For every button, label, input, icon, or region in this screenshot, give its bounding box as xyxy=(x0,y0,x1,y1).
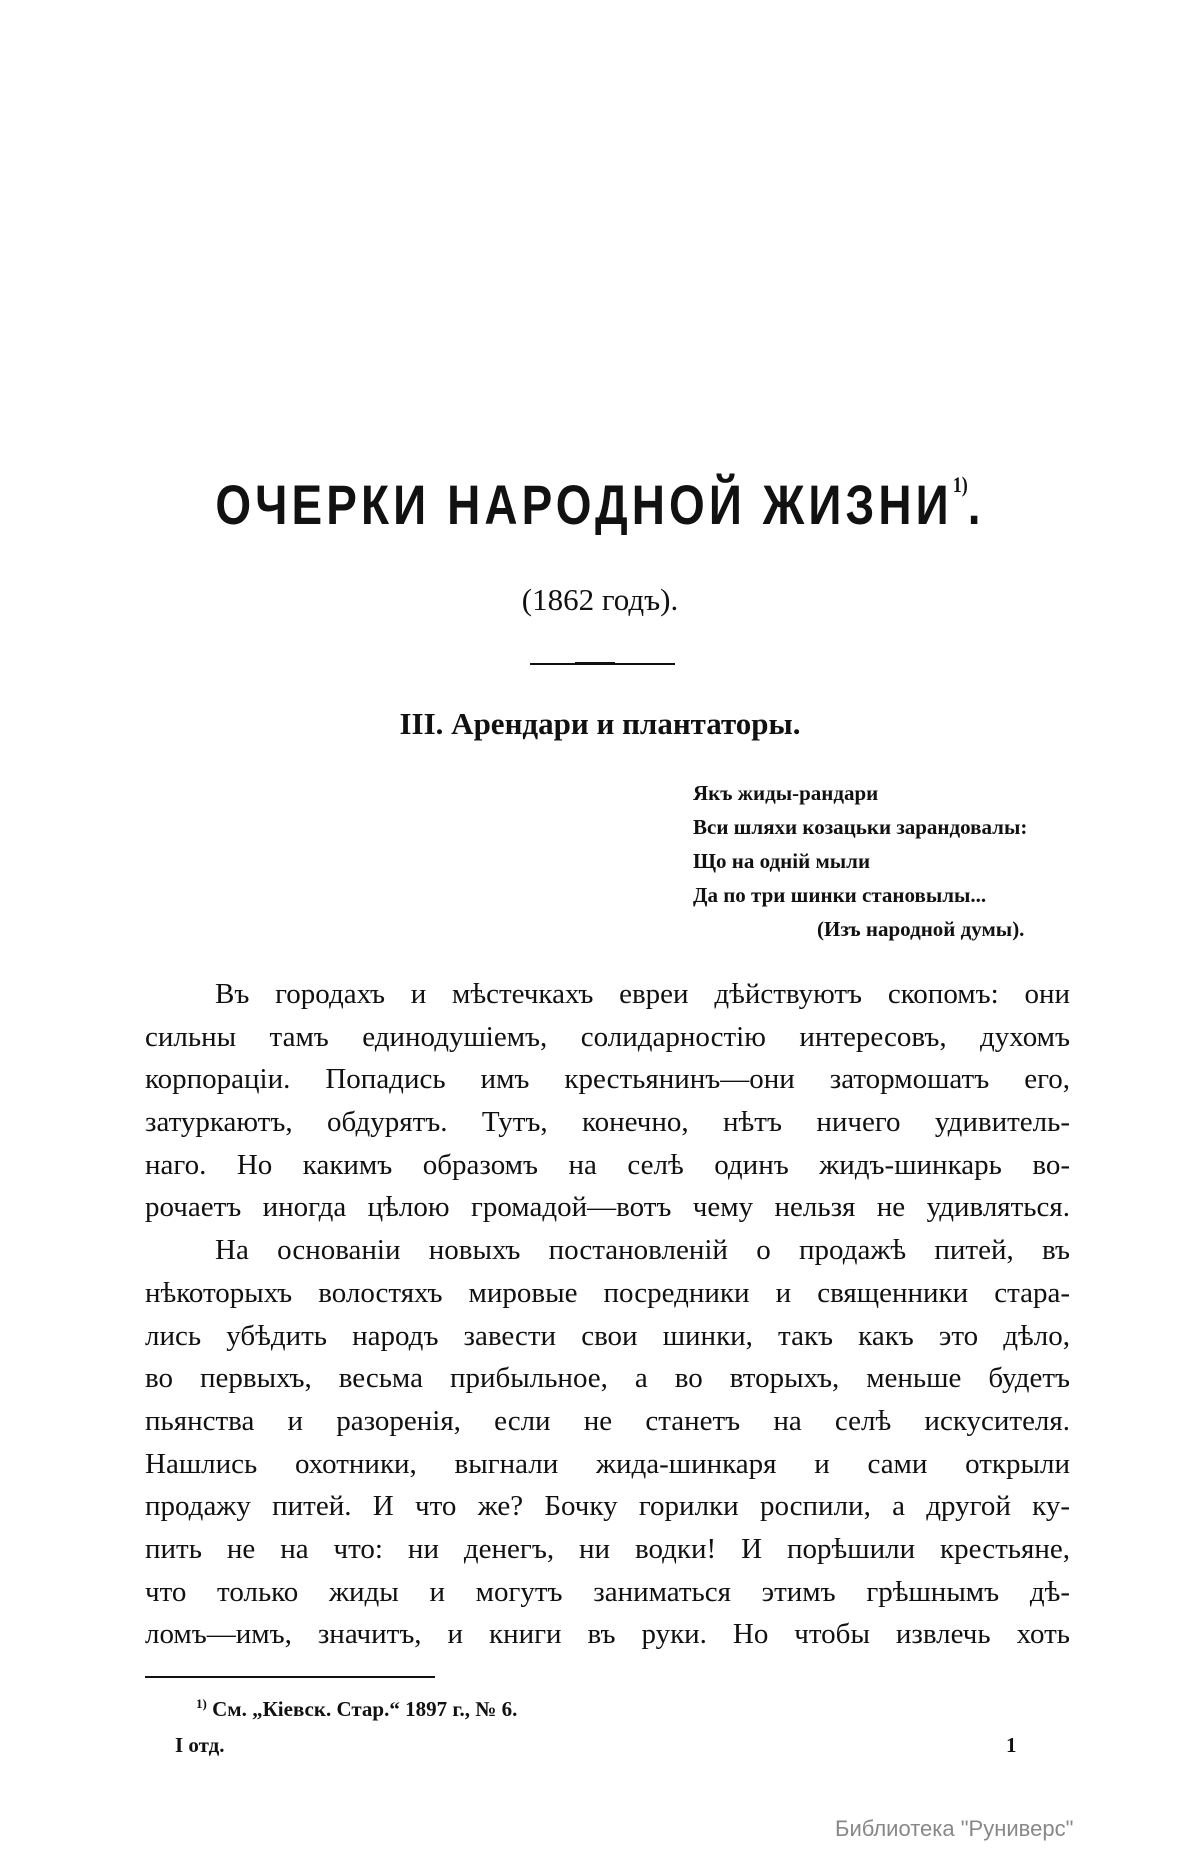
epigraph-line: Да по три шинки становылы... xyxy=(693,883,987,907)
footnote-ref: 1) xyxy=(952,472,968,497)
epigraph-line: Вси шляхи козацьки зарандовалы: xyxy=(693,815,1028,839)
title-text: ОЧЕРКИ НАРОДНОЙ ЖИЗНИ xyxy=(215,473,953,536)
epigraph-line: Якъ жиды-рандари xyxy=(693,781,879,805)
text-line: корпораціи. Попадись имъ крестьянинъ—они затормошатъ его, xyxy=(145,1063,1070,1096)
text-line: сильны тамъ единодушіемъ, солидарностію интересовъ, духомъ xyxy=(145,1020,1070,1053)
text-line: ломъ—имъ, значитъ, и книги въ руки. Но чтобы извлечь хоть xyxy=(145,1618,1070,1651)
text-line: рочаетъ иногда цѣлою громадой—вотъ чему нельзя не удивляться. xyxy=(145,1191,1070,1224)
footnote-divider xyxy=(145,1676,435,1678)
text-line: что только жиды и могутъ заниматься этимъ грѣшнымъ дѣ- xyxy=(145,1575,1070,1608)
text-line: Нашлись охотники, выгнали жида-шинкаря и сами открыли xyxy=(145,1447,1070,1480)
text-line: затуркаютъ, обдурятъ. Тутъ, конечно, нѣтъ ничего удивитель- xyxy=(145,1106,1070,1139)
subtitle-year: (1862 годъ). xyxy=(521,582,679,617)
epigraph-line: Що на одній мыли xyxy=(693,849,871,873)
epigraph-source: (Изъ народной думы). xyxy=(817,917,1025,941)
library-watermark: Библиотека "Руниверс" xyxy=(835,1816,1074,1841)
text-line: продажу питей. И что же? Бочку горилки роспили, а другой ку- xyxy=(145,1490,1070,1523)
footnote-text: См. „Кіевск. Стар.“ 1897 г., № 6. xyxy=(206,1697,518,1721)
page-number: 1 xyxy=(1006,1733,1017,1757)
page-title xyxy=(108,470,1092,540)
ornamental-divider xyxy=(530,663,675,665)
text-line: На основаніи новыхъ постановленій о продажѣ питей, въ xyxy=(215,1234,1070,1267)
epigraph xyxy=(693,776,1027,946)
body-text xyxy=(145,973,1070,1656)
footnote-mark: 1) xyxy=(196,1696,207,1711)
text-line: пить не на что: ни денегъ, ни водки! И порѣшили крестьяне, xyxy=(145,1532,1070,1565)
text-line: пьянства и разоренія, если не станетъ на селѣ искусителя. xyxy=(145,1404,1070,1437)
footnote xyxy=(196,1696,517,1722)
text-line: во первыхъ, весьма прибыльное, а во вторыхъ, меньше будетъ xyxy=(145,1362,1070,1395)
text-line: лись убѣдить народъ завести свои шинки, такъ какъ это дѣло, xyxy=(145,1319,1070,1352)
text-line: нѣкоторыхъ волостяхъ мировые посредники и священники стара- xyxy=(145,1276,1070,1309)
signature-mark: I отд. xyxy=(175,1733,225,1757)
text-line: наго. Но какимъ образомъ на селѣ одинъ жидъ-шинкарь во- xyxy=(145,1148,1070,1181)
section-heading: III. Арендари и плантаторы. xyxy=(399,706,801,741)
title-period: . xyxy=(967,473,985,536)
text-line: Въ городахъ и мѣстечкахъ евреи дѣйствуютъ скопомъ: они xyxy=(215,978,1070,1010)
